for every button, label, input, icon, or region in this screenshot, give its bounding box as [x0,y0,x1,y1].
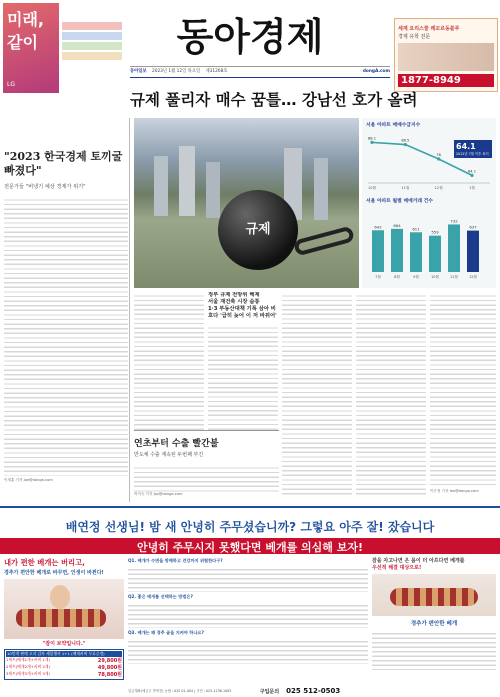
trade-count-x-tick: 11월 [449,275,459,279]
ad-subline: 안녕히 주무시지 못했다면 베개를 의심해 보자! [136,541,364,554]
issue-number: 제31268호 [205,69,228,74]
ad-left-panel [4,558,124,691]
side-article-body [4,196,128,476]
price2: 49,800원 [97,665,122,671]
chart-panel [362,118,496,288]
qa2: Q2. 좋은 베개를 선택하는 방법은? [128,594,193,599]
callout-value: 64.1 [456,142,476,151]
price3-label: 3세트(베개3개+커버 3개) [6,671,50,676]
trade-count-bar [429,236,441,272]
sub-heading-3: 1·3 부동산대책 기폭 삼아 비 [208,306,276,312]
trade-count-value-label: 559 [431,229,439,235]
lg-logo: LG [7,81,15,88]
ball-and-chain-icon [218,190,298,270]
donga-logo: 동아일보 [130,69,147,74]
trade-count-value-label: 637 [469,224,477,230]
side-article-title: "2023 한국경제 토끼굴 빠졌다" [4,150,123,177]
price2-label: 2세트(베개2개+커버 2개) [6,664,50,669]
export-byline: 박지숙 기자 jsp@donga.com [134,492,183,496]
trade-count-bar [391,229,403,272]
trade-count-value-label: 611 [412,226,420,232]
qa3: Q3. 베개는 왜 경추 골을 지켜야 하나요? [128,630,204,635]
site-url[interactable]: dongA.com [362,69,390,74]
sub-heading-4: 호다 '급히 늦어 이 저 바뀌어' [208,313,277,319]
supply-index-point [437,157,440,160]
side-article [4,150,128,510]
trade-count-x-tick: 8월 [394,275,400,279]
supply-index-x-tick: 12월 [434,186,443,190]
export-sub: 반도체 수출 계속된 두번째 부진 [134,452,204,458]
ad-footer: 입금계좌(예금주 반혁진) 농협 : 025 01-004 | 국민 : 025-1236-1005 [128,689,232,693]
aerial-photo [134,118,359,288]
supply-index-value-label: 86.5 [401,138,410,143]
ad-right-panel [372,558,496,680]
ad-right-title: 잠을 자고나면 온 몸이 더 아프다면 베개를 [372,558,465,564]
supply-index-x-tick: 10월 [367,186,377,190]
trade-count-bar [467,231,479,272]
column-4 [356,292,426,497]
supply-index-x-tick: 1월 [469,186,475,190]
model-photo [4,579,124,639]
product-caption: "잠이 보약입니다." [42,641,86,647]
price-header: 10만개 판매 고지 감사 세일행사 1+1 (베개커버 무료증정) [6,651,122,657]
ad-left-line2: 같이 [7,33,38,52]
monthly-trades-bar-chart [362,204,496,284]
trade-count-x-tick: 9월 [413,275,419,279]
date-text: 2023년 1월 12일 목요일 [151,69,201,74]
callout-box [454,140,492,158]
supply-index-value-label: 64.1 [467,169,477,174]
side-article-byline: 이재훈 기자 jae@donga.com [4,478,53,482]
ad-right-phone: 1877-8949 [398,74,494,87]
export-article [134,430,279,502]
trade-count-bar [372,230,384,272]
price1-label: 1세트(베개1개+커버 1개) [6,657,50,662]
callout-text: 2012년 7월 이후 최저 [456,152,489,156]
phone-label: 구입문의 [259,689,280,695]
masthead [0,0,500,98]
masthead-title: 동아경제 [176,14,324,59]
trade-count-x-tick: 12월 [468,275,478,279]
supply-index-value-label: 76 [436,153,441,157]
supply-index-point [470,174,473,177]
ad-left-sub: 경추가 편안한 베개로 바꾸면, 인생이 바뀐다! [4,570,104,576]
chart1-title: 서울 아파트 매매수급지수 [366,123,421,128]
side-article-sub: 전문가들 "버냉기 예상 경제가 위기" [4,184,86,190]
supply-index-point [404,143,407,146]
column-5 [430,292,496,487]
ad-left-line1: 미래, [7,10,44,29]
photo-label: 규제 [245,222,271,237]
main-byline: 이은정 기자 lee@donga.com [430,489,479,493]
ad-right-line1: 세계 요리스쿨 레꼬르동블루 [398,26,460,32]
ad-right-line2: 경제 유학 전문 [398,34,431,40]
main-headline: 규제 풀리자 매수 꿈틀… 강남선 호가 올려 [130,91,418,109]
ad-right-sub: 우선적 해결 대상으로! [372,565,422,571]
ad-left-title: 내가 편한 베개는 버리고, [4,558,85,567]
sub-heading-2: 서울 재건축 시장 숨통 [208,299,260,305]
trade-count-bar [448,224,460,272]
ad-headline: 배연정 선생님! 밤 새 안녕히 주무셨습니까? 그렇요 아주 잘! 잤습니다 [65,520,435,534]
ad-middle-panel [128,558,368,678]
dateline-bar [130,66,390,76]
qa1: Q1. 베개가 수면을 방해하고 건강까지 위협한다구? [128,558,223,563]
supply-index-x-tick: 11월 [401,186,410,190]
trade-count-x-tick: 10월 [430,275,440,279]
export-title: 연초부터 수출 빨간불 [134,439,219,449]
supply-index-value-label: 88.1 [367,136,377,141]
ad-right-heading: 경추가 편안한 베개 [410,621,458,627]
supply-index-point [370,141,373,144]
price-box [4,649,124,680]
column-3 [282,292,352,497]
pillow-ad[interactable] [0,506,500,695]
price3: 78,800원 [97,672,122,678]
ad-right-banner[interactable] [394,18,498,92]
trade-count-bar [410,232,422,272]
trade-count-value-label: 642 [374,224,382,230]
trade-count-value-label: 732 [450,218,458,224]
trade-count-x-tick: 7월 [375,275,381,279]
pillow-product-photo [372,574,496,616]
trade-count-value-label: 664 [393,222,401,228]
phone-number[interactable]: 025 512-0503 [286,687,341,695]
sub-heading-1: 정부 규제 전방위 해제 [208,292,260,298]
chart2-title: 서울 아파트 월별 매매거래 건수 [366,199,433,204]
price1: 29,800원 [97,658,122,664]
